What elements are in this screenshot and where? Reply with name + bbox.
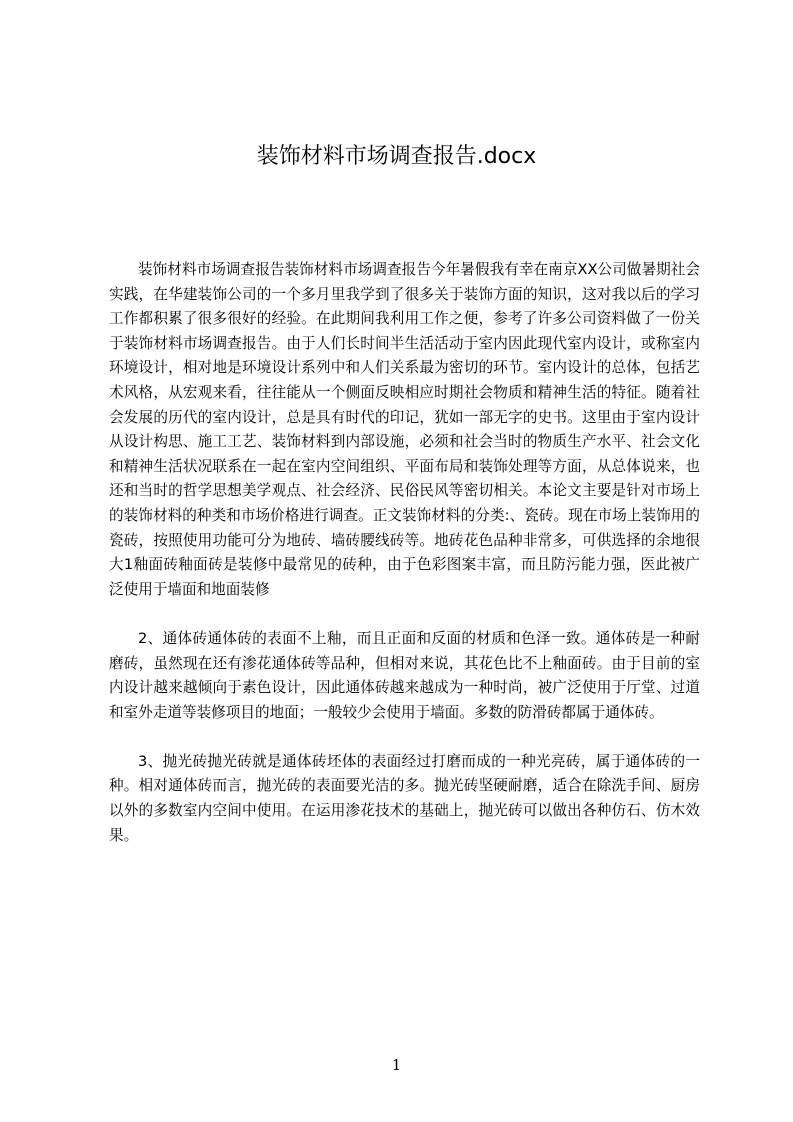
document-title: 装饰材料市场调查报告.docx xyxy=(256,144,537,169)
paragraph-polished-tile: 3、抛光砖抛光砖就是通体砖坯体的表面经过打磨而成的一种光亮砖，属于通体砖的一种。相对通体砖而言，抛光砖的表面要光洁的多。抛光砖坚硬耐磨，适合在除洗手间、厨房以外的多数室内空间中使用。在运用渗花技术的基础上，抛光砖可以做出各种仿石、仿木效果。 xyxy=(109,752,700,844)
paragraph-full-body-tile: 2、通体砖通体砖的表面不上釉，而且正面和反面的材质和色泽一致。通体砖是一种耐磨砖，虽然现在还有渗花通体砖等品种，但相对来说，其花色比不上釉面砖。由于目前的室内设计越来越倾向于素色设计，因此通体砖越来越成为一种时尚，被广泛使用于厅堂、过道和室外走道等装修项目的地面；一般较少会使用于墙面。多数的防滑砖都属于通体砖。 xyxy=(109,629,700,721)
page-number: 1 xyxy=(391,1056,402,1074)
document-body xyxy=(109,258,700,848)
paragraph-intro: 装饰材料市场调查报告装饰材料市场调查报告今年暑假我有幸在南京XX公司做暑期社会实践，在华建装饰公司的一个多月里我学到了很多关于装饰方面的知识，这对我以后的学习工作都积累了很多很好的经验。在此期间我利用工作之便，参考了许多公司资料做了一份关于装饰材料市场调查报告。由于人们长时间半生活活动于室内因此现代室内设计，或称室内环境设计，相对地是环境设计系列中和人们关系最为密切的环节。室内设计的总体，包括艺术风格，从宏观来看，往往能从一个侧面反映相应时期社会物质和精神生活的特征。随着社会发展的历代的室内设计，总是具有时代的印记，犹如一部无字的史书。这里由于室内设计从设计构思、施工工艺、装饰材料到内部设施，必须和社会当时的物质生产水平、社会文化和精神生活状况联系在一起在室内空间组织、平面布局和装饰处理等方面，从总体说来，也还和当时的哲学思想美学观点、社会经济、民俗民风等密切相关。本论文主要是针对市场上的装饰材料的种类和市场价格进行调查。正文装饰材料的分类:、瓷砖。现在市场上装饰用的瓷砖，按照使用功能可分为地砖、墙砖腰线砖等。地砖花色品种非常多，可供选择的余地很大1釉面砖釉面砖是装修中最常见的砖种，由于色彩图案丰富，而且防污能力强，医此被广泛使用于墙面和地面装修 xyxy=(109,261,700,598)
